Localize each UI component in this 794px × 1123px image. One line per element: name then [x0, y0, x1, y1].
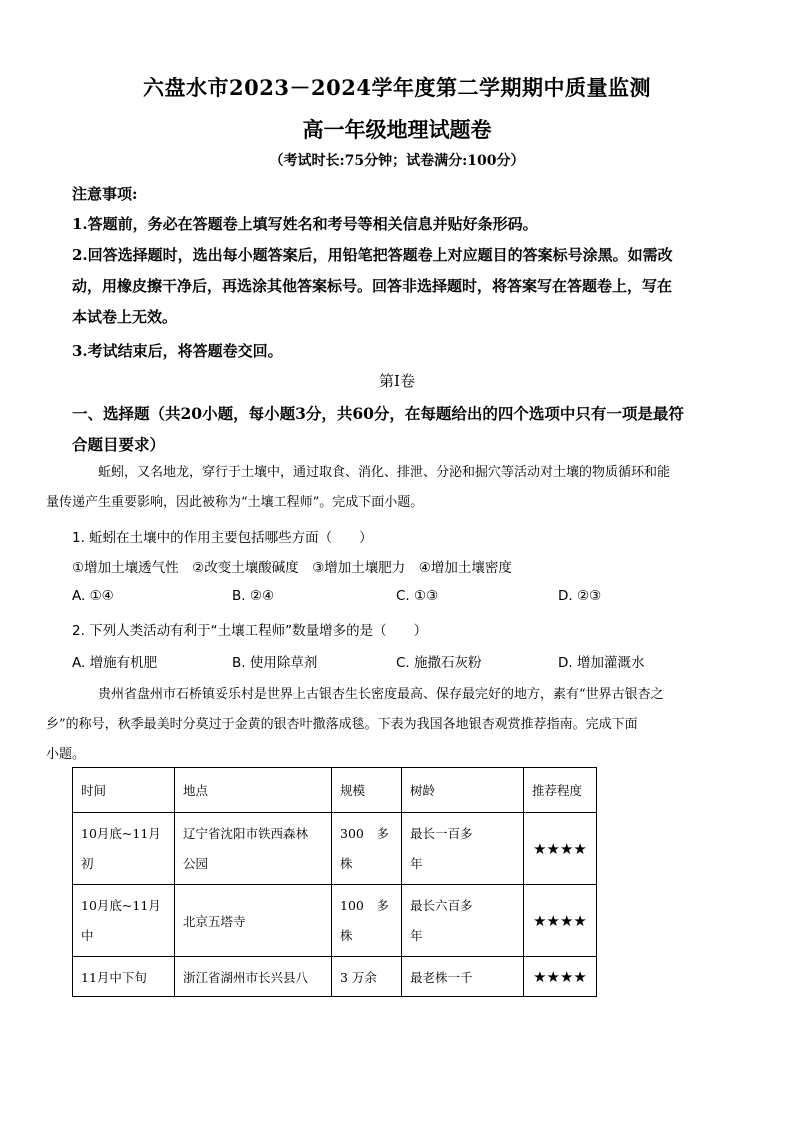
passage-1-line-1: 蚯蚓，又名地龙，穿行于土壤中，通过取食、消化、排泄、分泌和掘穴等活动对土壤的物质循环和能	[98, 465, 671, 480]
notes-item-3: 3.考试结束后，将答题卷交回。	[72, 342, 283, 360]
cell-text: 10月底~11月	[81, 825, 161, 841]
notes-item-2-line-3: 本试卷上无效。	[72, 308, 178, 326]
section-title	[72, 398, 724, 460]
notes-item-1: 1.答题前，务必在答题卷上填写姓名和考号等相关信息并贴好条形码。	[72, 215, 538, 233]
ginkgo-guide-table	[72, 767, 597, 997]
exam-subtitle: 高一年级地理试题卷	[302, 117, 492, 142]
cell-text: 年	[410, 855, 423, 871]
cell-scale	[332, 885, 402, 957]
question-1-items: ①增加土壤透气性 ②改变土壤酸碱度 ③增加土壤肥力 ④增加土壤密度	[72, 560, 512, 576]
question-2-option-d[interactable]: D. 增加灌溉水	[558, 655, 645, 671]
notes-item-2-line-1: 2.回答选择题时，选出每小题答案后，用铅笔把答题卷上对应题目的答案标号涂黑。如需改	[72, 246, 673, 264]
question-2-stem: 2. 下列人类活动有利于“土壤工程师”数量增多的是（ ）	[72, 623, 428, 639]
cell-text: 年	[410, 927, 423, 943]
exam-title: 六盘水市2023－2024学年度第二学期期中质量监测	[143, 75, 651, 100]
cell-time	[73, 885, 175, 957]
question-2-option-a[interactable]: A. 增施有机肥	[72, 655, 158, 671]
notes-heading: 注意事项:	[72, 185, 138, 203]
table-row	[73, 885, 597, 957]
header-time: 时间	[73, 768, 175, 813]
cell-text: 株	[340, 855, 353, 871]
header-age: 树龄	[402, 768, 524, 813]
exam-info: （考试时长:75分钟；试卷满分:100分）	[269, 153, 525, 169]
passage-2-line-1: 贵州省盘州市石桥镇妥乐村是世界上古银杏生长密度最高、保存最完好的地方，素有“世界古银杏之	[98, 687, 664, 702]
section-title-line-1: 一、选择题（共20小题，每小题3分，共60分，在每题给出的四个选项中只有一项是最符	[72, 404, 684, 423]
header-rating: 推荐程度	[524, 768, 597, 813]
cell-time: 11月中下旬	[73, 957, 175, 997]
table-row	[73, 957, 597, 997]
cell-text: 初	[81, 855, 94, 871]
cell-place	[175, 813, 332, 885]
cell-rating: ★★★★	[524, 813, 597, 885]
table-row	[73, 813, 597, 885]
passage-2-line-2: 乡”的称号，秋季最美时分莫过于金黄的银杏叶撒落成毯。下表为我国各地银杏观赏推荐指南。完成下面	[46, 717, 638, 732]
cell-text: 株	[340, 927, 353, 943]
cell-scale	[332, 813, 402, 885]
cell-age	[402, 813, 524, 885]
cell-text: 最长一百多	[410, 825, 473, 841]
cell-place: 浙江省湖州市长兴县八	[175, 957, 332, 997]
cell-place: 北京五塔寺	[175, 885, 332, 957]
header-place: 地点	[175, 768, 332, 813]
question-1-option-b[interactable]: B. ②④	[232, 588, 275, 604]
cell-scale: 3 万余	[332, 957, 402, 997]
question-1-stem: 1. 蚯蚓在土壤中的作用主要包括哪些方面（ ）	[72, 530, 373, 546]
header-scale: 规模	[332, 768, 402, 813]
question-1-option-c[interactable]: C. ①③	[396, 588, 439, 604]
cell-text: 300 多	[340, 825, 389, 841]
cell-rating: ★★★★	[524, 957, 597, 997]
cell-time	[73, 813, 175, 885]
cell-text: 最长六百多	[410, 897, 473, 913]
notes-item-2-line-2: 动，用橡皮擦干净后，再选涂其他答案标号。回答非选择题时，将答案写在答题卷上，写在	[72, 277, 673, 295]
cell-text: 辽宁省沈阳市铁西森林	[183, 825, 309, 841]
cell-age: 最老株一千	[402, 957, 524, 997]
question-1-option-a[interactable]: A. ①④	[72, 588, 114, 604]
passage-2	[46, 680, 724, 770]
section-title-line-2: 合题目要求）	[72, 435, 166, 454]
cell-age	[402, 885, 524, 957]
cell-text: 100 多	[340, 897, 389, 913]
cell-rating: ★★★★	[524, 885, 597, 957]
volume-heading: 第Ⅰ卷	[379, 372, 415, 390]
passage-1	[46, 458, 724, 518]
table-header-row	[73, 768, 597, 813]
question-2-option-c[interactable]: C. 施撒石灰粉	[396, 655, 482, 671]
cell-text: 公园	[183, 855, 209, 871]
cell-text: 10月底~11月	[81, 897, 161, 913]
question-2-option-b[interactable]: B. 使用除草剂	[232, 655, 318, 671]
passage-2-line-3: 小题。	[46, 747, 86, 762]
passage-1-line-2: 量传递产生重要影响，因此被称为“土壤工程师”。完成下面小题。	[46, 495, 424, 510]
cell-text: 中	[81, 927, 94, 943]
question-1-option-d[interactable]: D. ②③	[558, 588, 602, 604]
